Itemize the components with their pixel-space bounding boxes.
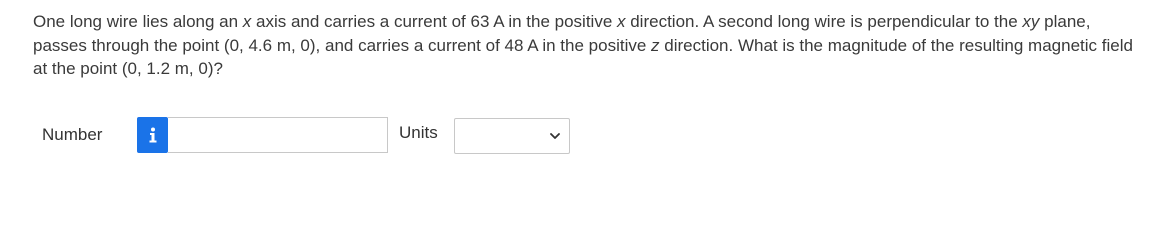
question-var-x-2: x: [617, 12, 626, 31]
answer-row: [42, 115, 582, 155]
question-part-3: direction. A second long wire is perpendicular to the: [625, 12, 1023, 31]
number-label: Number: [42, 125, 103, 144]
question-var-xy: xy: [1022, 12, 1040, 31]
units-label: Units: [399, 123, 438, 142]
info-button[interactable]: [137, 117, 168, 153]
chevron-down-icon: [550, 133, 560, 140]
question-var-z: z: [651, 35, 660, 55]
units-select[interactable]: [454, 118, 570, 154]
question-var-x-1: x: [242, 12, 252, 31]
question-part-4: plane, passes through the point (0, 4.6 m, 0), and carries a current of 48 A in the positive: [33, 12, 1091, 55]
question-part-5: direction. What is the magnitude of the resulting magnetic field at the point (0, 1.2 m, 0)?: [33, 35, 1133, 78]
question-part-1: One long wire lies along an: [33, 12, 243, 31]
number-input[interactable]: [168, 117, 388, 153]
info-icon: [148, 127, 158, 143]
question-part-2: axis and carries a current of 63 A in the positive: [251, 12, 617, 31]
question-text: [33, 10, 1143, 81]
